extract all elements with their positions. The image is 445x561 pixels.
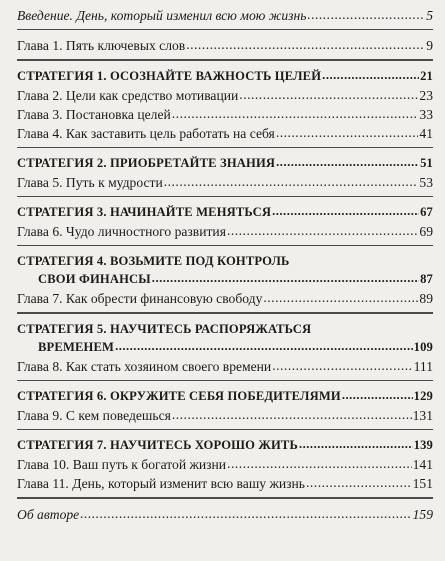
dot-leader	[80, 504, 411, 523]
toc-entry-title: Глава 7. Как обрести финансовую свободу	[17, 291, 263, 307]
dot-leader	[164, 172, 419, 191]
toc-entry-title: СТРАТЕГИЯ 2. ПРИОБРЕТАЙТЕ ЗНАНИЯ	[17, 155, 276, 170]
toc-entry-page: 141	[412, 457, 433, 473]
dot-leader	[306, 473, 412, 492]
toc-entry-title: СТРАТЕГИЯ 1. ОСОЗНАЙТЕ ВАЖНОСТЬ ЦЕЛЕЙ	[17, 68, 322, 83]
toc-entry-title: Глава 6. Чудо личностного развития	[17, 224, 226, 240]
toc-entry-page: 41	[419, 125, 433, 141]
divider	[17, 380, 433, 381]
toc-entry-page: 21	[420, 68, 433, 83]
toc-entry-chapter-9[interactable]	[17, 406, 433, 425]
toc-entry-title: Глава 1. Пять ключевых слов	[17, 38, 186, 54]
toc-entry-title: СТРАТЕГИЯ 7. НАУЧИТЕСЬ ХОРОШО ЖИТЬ	[17, 438, 298, 453]
toc-entry-page: 87	[420, 272, 433, 287]
toc-entry-strategy-4-line-1[interactable]: СТРАТЕГИЯ 4. ВОЗЬМИТЕ ПОД КОНТРОЛЬ	[17, 254, 290, 269]
toc-entry-title: СТРАТЕГИЯ 3. НАЧИНАЙТЕ МЕНЯТЬСЯ	[17, 205, 272, 220]
toc-entry-strategy-1[interactable]	[17, 67, 433, 86]
toc-entry-page: 23	[419, 87, 433, 103]
divider	[17, 245, 433, 246]
toc-entry-chapter-11[interactable]	[17, 474, 433, 493]
toc-entry-chapter-3[interactable]	[17, 105, 433, 124]
dot-leader	[276, 123, 419, 142]
divider	[17, 312, 433, 313]
dot-leader	[227, 454, 412, 473]
table-of-contents	[17, 6, 433, 524]
toc-entry-strategy-2[interactable]	[17, 154, 433, 173]
dot-leader	[239, 85, 418, 104]
toc-entry-page: 151	[412, 476, 433, 492]
divider	[17, 429, 433, 430]
toc-entry-chapter-6[interactable]	[17, 222, 433, 241]
toc-entry-page: 51	[420, 155, 433, 170]
dot-leader	[263, 288, 418, 307]
toc-entry-strategy-6[interactable]	[17, 387, 433, 406]
toc-entry-title: Глава 5. Путь к мудрости	[17, 174, 163, 190]
toc-entry-page: 9	[426, 38, 433, 54]
dot-leader	[227, 221, 418, 240]
toc-entry-chapter-7[interactable]	[17, 289, 433, 308]
dot-leader	[172, 104, 419, 123]
toc-entry-title: Глава 3. Постановка целей	[17, 106, 171, 122]
toc-entry-chapter-1[interactable]	[17, 36, 433, 55]
toc-entry-strategy-3[interactable]	[17, 203, 433, 222]
toc-entry-page: 111	[413, 358, 433, 374]
toc-entry-title: Об авторе	[17, 506, 80, 522]
toc-entry-title: СВОИ ФИНАНСЫ	[38, 272, 151, 287]
toc-entry-chapter-8[interactable]	[17, 357, 433, 376]
dot-leader	[115, 337, 413, 356]
toc-entry-title: Глава 11. День, который изменит всю вашу жизнь	[17, 476, 305, 492]
toc-entry-page: 129	[413, 389, 433, 404]
toc-entry-title: Глава 2. Цели как средство мотивации	[17, 87, 239, 103]
toc-entry-chapter-2[interactable]	[17, 86, 433, 105]
toc-entry-chapter-4[interactable]	[17, 124, 433, 143]
dot-leader	[172, 405, 412, 424]
toc-entry-strategy-5-line-1[interactable]: СТРАТЕГИЯ 5. НАУЧИТЕСЬ РАСПОРЯЖАТЬСЯ	[17, 321, 312, 336]
toc-entry-title: Глава 9. С кем поведешься	[17, 408, 171, 424]
toc-entry-title: ВРЕМЕНЕМ	[38, 339, 115, 354]
toc-entry-page: 5	[426, 8, 433, 23]
dot-leader	[272, 202, 419, 221]
toc-entry-title: СТРАТЕГИЯ 6. ОКРУЖИТЕ СЕБЯ ПОБЕДИТЕЛЯМИ	[17, 389, 341, 404]
divider	[17, 59, 433, 60]
dot-leader	[276, 153, 419, 172]
toc-entry-page: 159	[412, 506, 433, 522]
toc-entry-page: 89	[419, 291, 433, 307]
toc-entry-page: 131	[412, 408, 433, 424]
toc-entry-title: Глава 10. Ваш путь к богатой жизни	[17, 457, 227, 473]
toc-entry-page: 109	[413, 339, 433, 354]
dot-leader	[272, 356, 412, 375]
dot-leader	[152, 269, 419, 288]
dot-leader	[186, 35, 425, 54]
toc-entry-page: 69	[419, 224, 433, 240]
toc-entry-strategy-4[interactable]	[17, 270, 433, 289]
divider	[17, 29, 433, 30]
toc-entry-chapter-5[interactable]	[17, 173, 433, 192]
toc-entry-intro[interactable]	[17, 6, 433, 25]
divider	[17, 196, 433, 197]
divider	[17, 497, 433, 498]
toc-entry-chapter-10[interactable]	[17, 455, 433, 474]
toc-entry-page: 67	[420, 205, 433, 220]
dot-leader	[342, 386, 413, 405]
toc-entry-page: 53	[419, 174, 433, 190]
toc-entry-page: 33	[419, 106, 433, 122]
toc-entry-about-author[interactable]	[17, 505, 433, 524]
divider	[17, 147, 433, 148]
toc-entry-strategy-5[interactable]	[17, 338, 433, 357]
toc-entry-title: Введение. День, который изменил всю мою жизнь	[17, 8, 307, 23]
dot-leader	[307, 5, 425, 24]
toc-entry-strategy-7[interactable]	[17, 436, 433, 455]
toc-entry-title: Глава 8. Как стать хозяином своего времени	[17, 358, 272, 374]
dot-leader	[322, 66, 419, 85]
toc-entry-title: Глава 4. Как заставить цель работать на себя	[17, 125, 275, 141]
dot-leader	[299, 435, 413, 454]
toc-entry-page: 139	[413, 438, 433, 453]
